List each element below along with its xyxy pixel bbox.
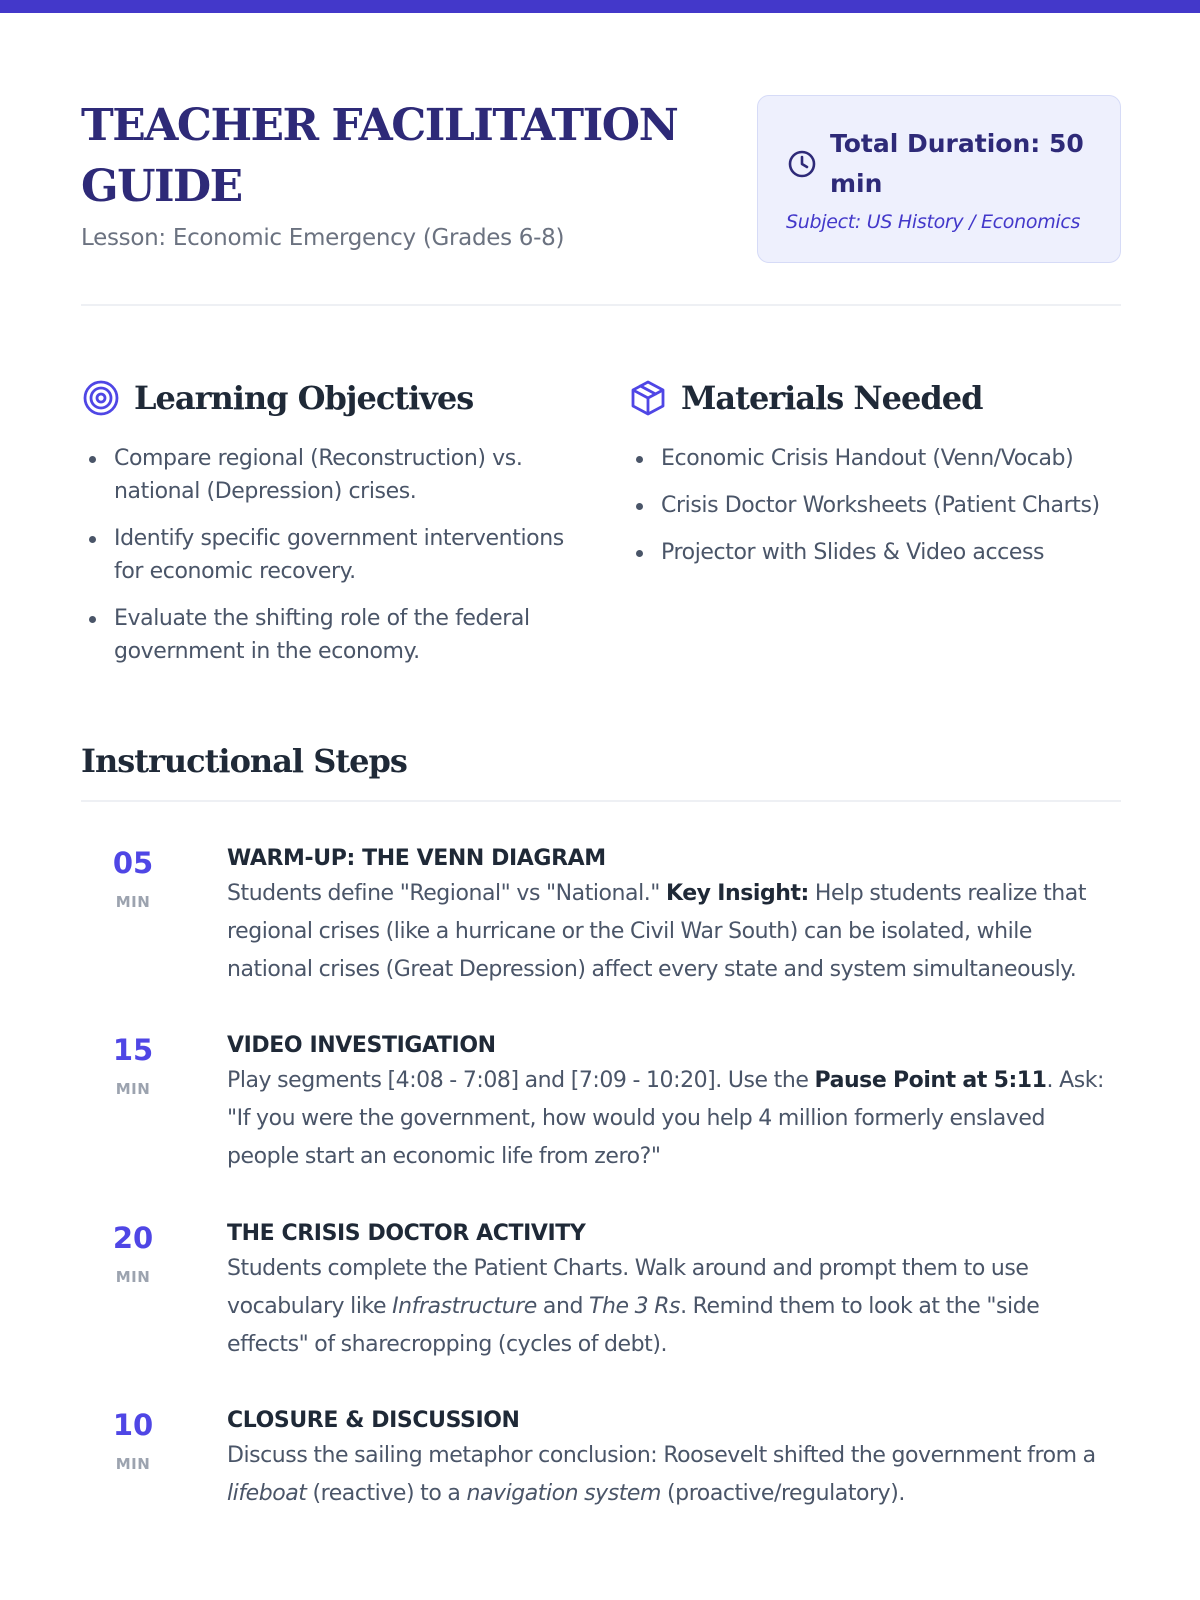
step-text-segment: Students define "Regional" vs "National." (227, 881, 666, 906)
step-minutes: 15 (112, 1033, 154, 1067)
step-description (227, 1250, 1121, 1364)
step-body (227, 1030, 1121, 1176)
step-body (227, 1218, 1121, 1364)
step-min-label: MIN (115, 893, 151, 911)
learning-objectives-section (81, 372, 581, 682)
objective-item: Compare regional (Reconstruction) vs. national (Depression) crises. (81, 442, 581, 508)
step-title: THE CRISIS DOCTOR ACTIVITY (227, 1221, 586, 1246)
step-min-label: MIN (115, 1268, 151, 1286)
guide-header (81, 95, 1121, 265)
objectives-list (81, 442, 581, 668)
step-text-segment: Help students realize that regional crises (like a hurricane or the Civil War South) can be isolated, while national crises (Great Depression) affect every state and system simultaneously. (227, 881, 1086, 982)
step-minutes: 20 (112, 1221, 154, 1255)
step-duration (81, 1218, 185, 1286)
step-title: CLOSURE & DISCUSSION (227, 1408, 520, 1433)
materials-list (628, 442, 1128, 569)
objectives-heading (81, 372, 581, 424)
material-item: Projector with Slides & Video access (628, 536, 1128, 569)
step-text-segment: Play segments [4:08 - 7:08] and [7:09 - 10:20]. Use the (227, 1068, 815, 1093)
lesson-subtitle: Lesson: Economic Emergency (Grades 6-8) (81, 225, 565, 251)
top-accent-bar (0, 0, 1200, 13)
page-title: TEACHER FACILITATION GUIDE (81, 100, 678, 212)
step-description (227, 1437, 1121, 1513)
pause-point-label: Pause Point at 5:11 (814, 1068, 1047, 1093)
step-text-segment: . Ask: "If you were the government, how would you help 4 million formerly enslaved people start an economic life from zero?" (227, 1068, 1104, 1169)
step-text-segment: (proactive/regulatory). (661, 1481, 905, 1506)
total-duration: Total Duration: 50 min (830, 129, 1084, 198)
step-minutes: 05 (112, 846, 154, 880)
step-description (227, 1062, 1121, 1176)
step-text-segment: Students complete the Patient Charts. Walk around and prompt them to use vocabulary like (227, 1256, 1029, 1319)
step-text-segment: (reactive) to a (306, 1481, 467, 1506)
steps-divider (81, 800, 1121, 802)
step-body (227, 1405, 1121, 1513)
step-duration (81, 1405, 185, 1473)
step-text-segment: . Remind them to look at the "side effects" of sharecropping (cycles of debt). (227, 1294, 1040, 1357)
step-min-label: MIN (115, 1080, 151, 1098)
subject-label: Subject: US History / Economics (786, 211, 1081, 233)
step-minutes: 10 (112, 1408, 154, 1442)
metaphor-term: navigation system (466, 1481, 661, 1506)
step-body (227, 843, 1121, 989)
clock-icon (786, 148, 818, 180)
step-text-segment: Discuss the sailing metaphor conclusion: Roosevelt shifted the government from a (227, 1443, 1096, 1468)
material-item: Crisis Doctor Worksheets (Patient Charts) (628, 489, 1128, 522)
key-insight-label: Key Insight: (666, 881, 809, 906)
instructional-steps-title: Instructional Steps (81, 742, 407, 780)
duration-card (757, 95, 1121, 263)
box-icon (628, 378, 668, 418)
step-duration (81, 1030, 185, 1098)
materials-title: Materials Needed (681, 379, 983, 417)
objective-item: Identify specific government interventions for economic recovery. (81, 522, 581, 588)
step-min-label: MIN (115, 1455, 151, 1473)
step-text-segment: and (536, 1294, 590, 1319)
step-title: WARM-UP: THE VENN DIAGRAM (227, 846, 606, 871)
step-duration (81, 843, 185, 911)
objective-item: Evaluate the shifting role of the federal government in the economy. (81, 602, 581, 668)
materials-heading (628, 372, 1128, 424)
target-icon (81, 378, 121, 418)
objectives-title: Learning Objectives (134, 379, 474, 417)
vocab-term: The 3 Rs (589, 1294, 681, 1319)
vocab-term: Infrastructure (392, 1294, 537, 1319)
header-divider (81, 304, 1121, 306)
material-item: Economic Crisis Handout (Venn/Vocab) (628, 442, 1128, 475)
metaphor-term: lifeboat (227, 1481, 307, 1506)
step-title: VIDEO INVESTIGATION (227, 1033, 496, 1058)
materials-section (628, 372, 1128, 583)
step-description (227, 875, 1121, 989)
